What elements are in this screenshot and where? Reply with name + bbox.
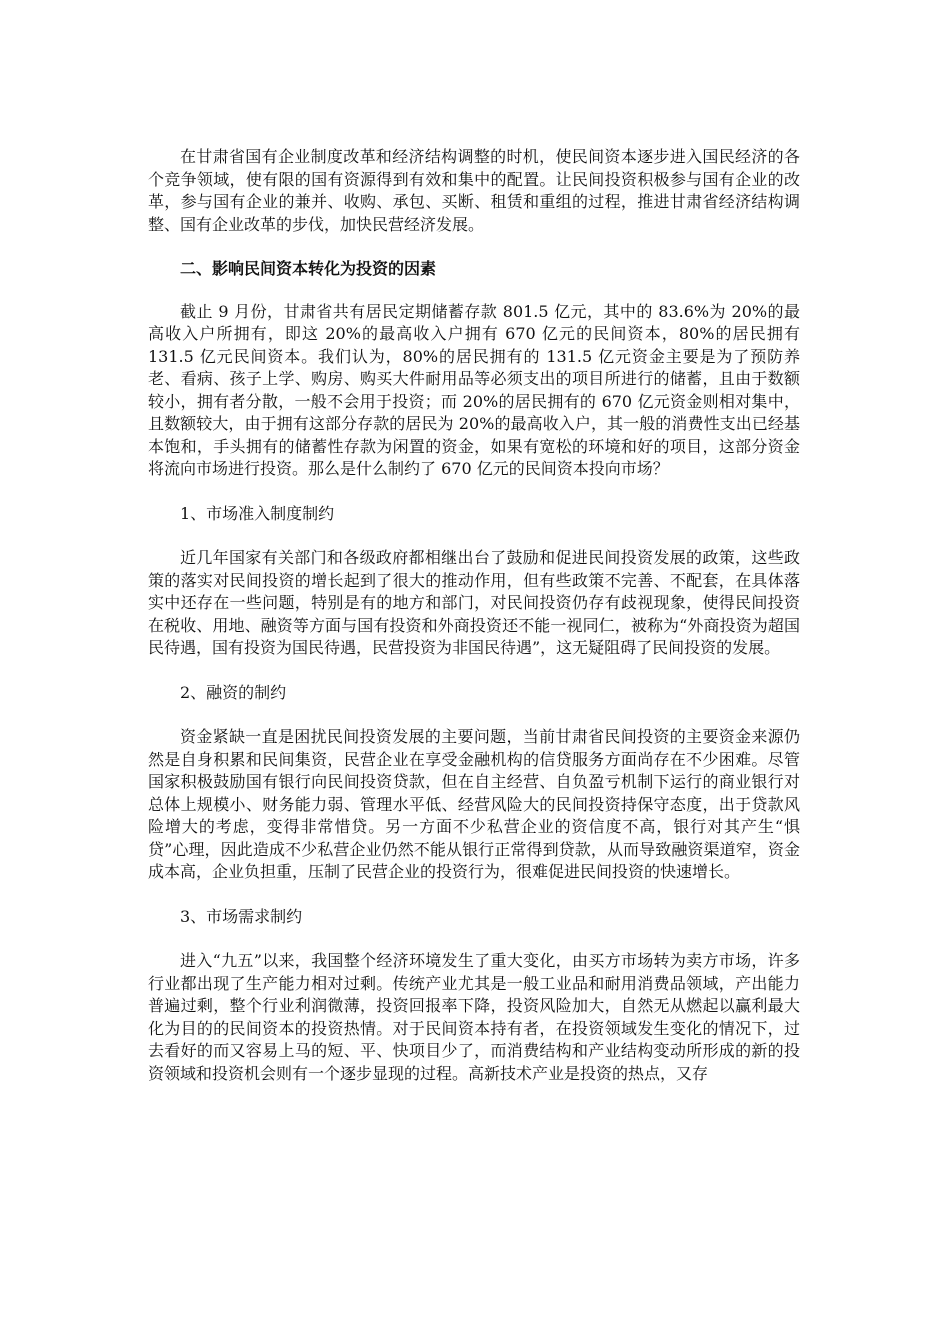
- subheading-market-demand: 3、市场需求制约: [180, 906, 303, 926]
- paragraph-market-demand: 进入“九五”以来，我国整个经济环境发生了重大变化，由买方市场转为卖方市场，许多行业都出现了生产能力相对过剩。传统产业尤其是一般工业品和耐用消费品领域，产出能力普遍过剩，整个行业利润微薄，投资回报率下降，投资风险加大，自然无从燃起以赢利最大化为目的的民间资本的投资热情。对于民间资本持有者，在投资领域发生变化的情况下，过去看好的而又容易上马的短、平、快项目少了，而消费结构和产业结构变动所形成的新的投资领域和投资机会则有一个逐步显现的过程。高新技术产业是投资的热点，又存: [148, 951, 800, 1083]
- spacer: [148, 281, 800, 301]
- paragraph-financing: 资金紧缺一直是困扰民间投资发展的主要问题，当前甘肃省民间投资的主要资金来源仍然是自身积累和民间集资，民营企业在享受金融机构的信贷服务方面尚存在不少困难。尽管国家积极鼓励国有银行向民间投资贷款，但在自主经营、自负盈亏机制下运行的商业银行对总体上规模小、财务能力弱、管理水平低、经营风险大的民间投资持保守态度，出于贷款风险增大的考虑，变得非常惜贷。另一方面不少私营企业的资信度不高，银行对其产生“惧贷”心理，因此造成不少私营企业仍然不能从银行正常得到贷款，从而导致融资渠道窄，资金成本高，企业负担重，压制了民营企业的投资行为，很难促进民间投资的快速增长。: [148, 727, 800, 881]
- spacer: [148, 525, 800, 547]
- subheading-market-access: 1、市场准入制度制约: [180, 503, 335, 523]
- paragraph-market-access: 近几年国家有关部门和各级政府都相继出台了鼓励和促进民间投资发展的政策，这些政策的落实对民间投资的增长起到了很大的推动作用，但有些政策不完善、不配套，在具体落实中还存在一些问题，特别是有的地方和部门，对民间投资仍存有歧视现象，使得民间投资在税收、用地、融资等方面与国有投资和外商投资还不能一视同仁，被称为“外商投资为超国民待遇，国有投资为国民待遇，民营投资为非国民待遇”，这无疑阻碍了民间投资的发展。: [148, 548, 800, 657]
- subheading-financing: 2、融资的制约: [180, 682, 287, 702]
- paragraph-savings: 截止 9 月份，甘肃省共有居民定期储蓄存款 801.5 亿元，其中的 83.6%为 20%的最高收入户所拥有，即这 20%的最高收入户拥有 670 亿元的民间资本，80%的居民拥有 131.5 亿元民间资本。我们认为，80%的居民拥有的 131.5 亿元资金主要是为了预防养老、看病、孩子上学、购房、购买大件耐用品等必须支出的项目所进行的储蓄，且由于数额较小，拥有者分散，一般不会用于投资；而 20%的居民拥有的 670 亿元资金则相对集中，且数额较大，由于拥有这部分存款的居民为 20%的最高收入户，其一般的消费性支出已经基本饱和，手头拥有的储蓄性存款为闲置的资金，如果有宽松的环境和好的项目，这部分资金将流向市场进行投资。那么是什么制约了 670 亿元的民间资本投向市场？: [148, 301, 800, 478]
- spacer: [148, 928, 800, 950]
- spacer: [148, 236, 800, 258]
- section-heading-2: 二、影响民间资本转化为投资的因素: [180, 259, 437, 278]
- spacer: [148, 884, 800, 906]
- spacer: [148, 704, 800, 726]
- paragraph-intro: 在甘肃省国有企业制度改革和经济结构调整的时机，使民间资本逐步进入国民经济的各个竞争领域，使有限的国有资源得到有效和集中的配置。让民间投资积极参与国有企业的改革，参与国有企业的兼并、收购、承包、买断、租赁和重组的过程，推进甘肃省经济结构调整、国有企业改革的步伐，加快民营经济发展。: [148, 147, 800, 234]
- spacer: [148, 660, 800, 682]
- spacer: [148, 481, 800, 503]
- document-page: [148, 146, 800, 1085]
